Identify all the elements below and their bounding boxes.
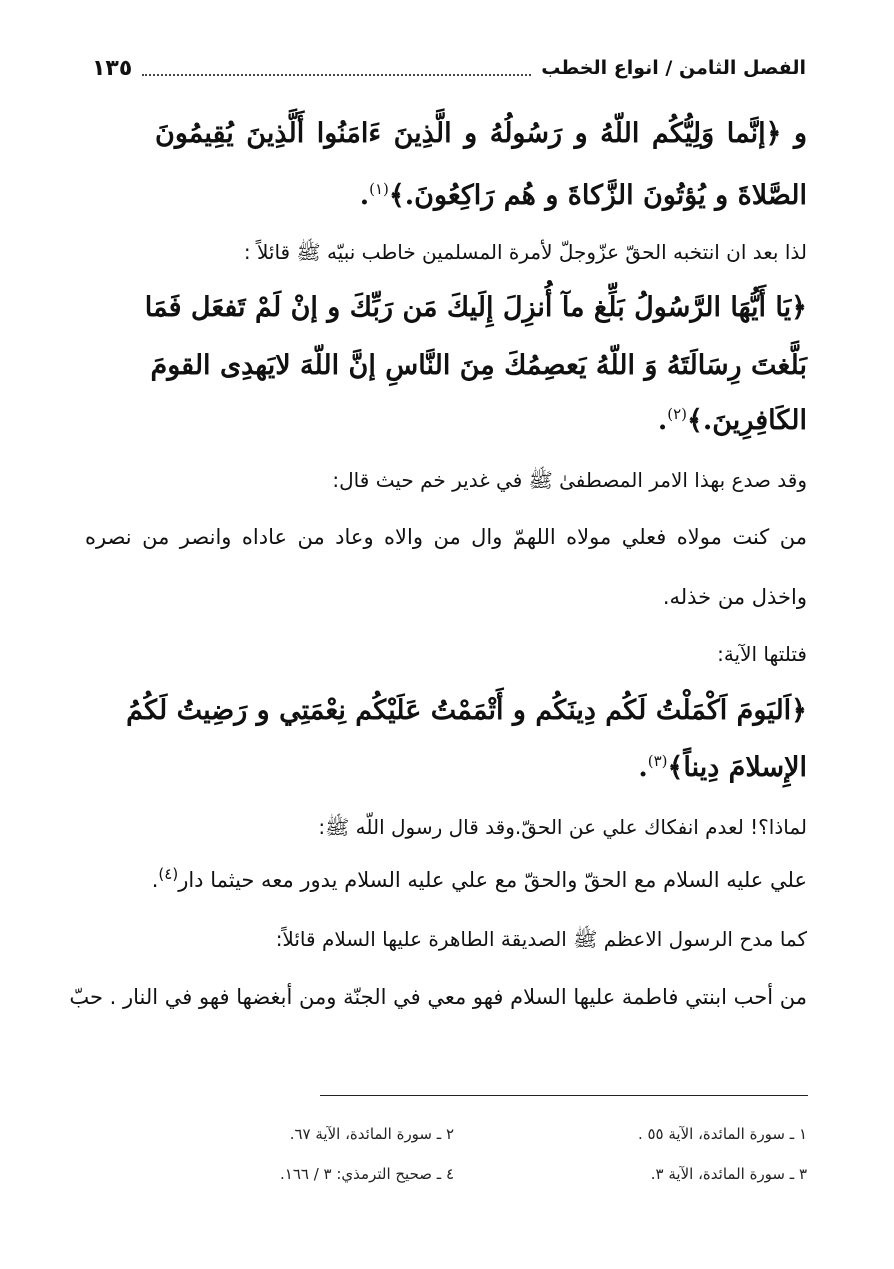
verse-line [360, 180, 807, 211]
verse-text: و ﴿إنَّما وَلِيُّكُم اللّهُ و رَسُولُهُ و الَّذِينَ ءَامَنُوا أَلَّذِينَ يُقِيمُونَ [155, 118, 807, 149]
footnote-item: ٤ ـ صحيح الترمذي: ٣ / ١٦٦. [279, 1165, 454, 1183]
hadith-text: من كنت مولاه فعلي مولاه اللهمّ وال من والاه وعاد من عاداه وانصر من نصره [85, 525, 807, 549]
verse-text: ﴿يَا أَيُّهَا الرَّسُولُ بَلِّغ مآ أُنزِلَ إِلَيكَ مَن رَبِّكَ و إنْ لَمْ تَفعَل فَمَا [144, 292, 807, 323]
hadith-text: واخذل من خذله. [662, 585, 807, 609]
verse-line [658, 405, 807, 436]
verse-end-mark: . [359, 180, 370, 211]
paragraph-text: لماذا؟! لعدم انفكاك علي عن الحقّ.وقد قال رسول اللّه ﷺ: [318, 815, 807, 839]
paragraph-line [151, 865, 807, 892]
sentence-end-mark: . [151, 868, 159, 892]
hadith-text: من أحب ابنتي فاطمة عليها السلام فهو معي في الجنّة ومن أبغضها فهو في النار . حبّ [69, 985, 807, 1009]
paragraph-line [85, 525, 807, 549]
paragraph-line [332, 468, 807, 497]
footnote-ref: (٣) [647, 752, 668, 770]
running-header [92, 50, 806, 86]
verse-end-mark: . [657, 405, 668, 436]
footnote-item: ١ ـ سورة المائدة، الآية ٥٥ . [637, 1125, 807, 1143]
paragraph-text: وقد صدع بهذا الامر المصطفىٰ ﷺ في غدير خم حيث قال: [332, 468, 807, 492]
paragraph-text: فتلتها الآية: [717, 642, 807, 666]
footnote-ref: (٢) [667, 405, 688, 423]
verse-text: بَلَّغتَ رِسَالَتَهُ وَ اللّهُ يَعصِمُكَ مِنَ النَّاسِ إنَّ اللّهَ لايَهدِى القومَ [150, 350, 807, 381]
footnote-item: ٢ ـ سورة المائدة، الآية ٦٧. [289, 1125, 454, 1143]
footnote-ref: (٤) [158, 865, 179, 883]
paragraph-line [69, 985, 807, 1009]
verse-line [638, 752, 807, 783]
footnote-item: ٣ ـ سورة المائدة، الآية ٣. [650, 1165, 807, 1183]
verse-text: ﴿اَليَومَ اَكْمَلْتُ لَكُم دِينَكُم و أَتْمَمْتُ عَلَيْكُم نِعْمَتِي و رَضِيتُ لَكُمُ [126, 695, 807, 726]
paragraph-line [663, 585, 807, 609]
hadith-text: علي عليه السلام مع الحقّ والحقّ مع علي عليه السلام يدور معه حيثما دار [178, 868, 807, 892]
paragraph-text: كما مدح الرسول الاعظم ﷺ الصديقة الطاهرة عليها السلام قائلاً: [275, 927, 807, 951]
paragraph-line [318, 815, 807, 844]
paragraph-line [717, 642, 807, 666]
footnote-ref: (١) [369, 180, 389, 198]
verse-line [155, 118, 807, 149]
verse-line [144, 292, 807, 323]
header-leader-dots [142, 74, 531, 76]
paragraph-line [276, 927, 807, 956]
verse-line [126, 695, 807, 726]
chapter-title: الفصل الثامن / انواع الخطب [541, 57, 806, 79]
paragraph-text: لذا بعد ان انتخبه الحقّ عزّوجلّ لأمرة المسلمين خاطب نبيّه ﷺ قائلاً : [243, 240, 807, 264]
verse-text: الكَافِرِينَ.﴾ [687, 405, 807, 436]
verse-text: الإِسلامَ دِيناً﴾ [667, 752, 807, 783]
verse-line [150, 350, 807, 381]
verse-text: الصَّلاةَ و يُؤتُونَ الزَّكاةَ و هُم رَاكِعُونَ.﴾ [388, 180, 807, 211]
paragraph-line [244, 240, 807, 269]
verse-end-mark: . [638, 752, 648, 783]
footnote-divider [320, 1095, 808, 1096]
page-number: ١٣٥ [92, 55, 133, 81]
